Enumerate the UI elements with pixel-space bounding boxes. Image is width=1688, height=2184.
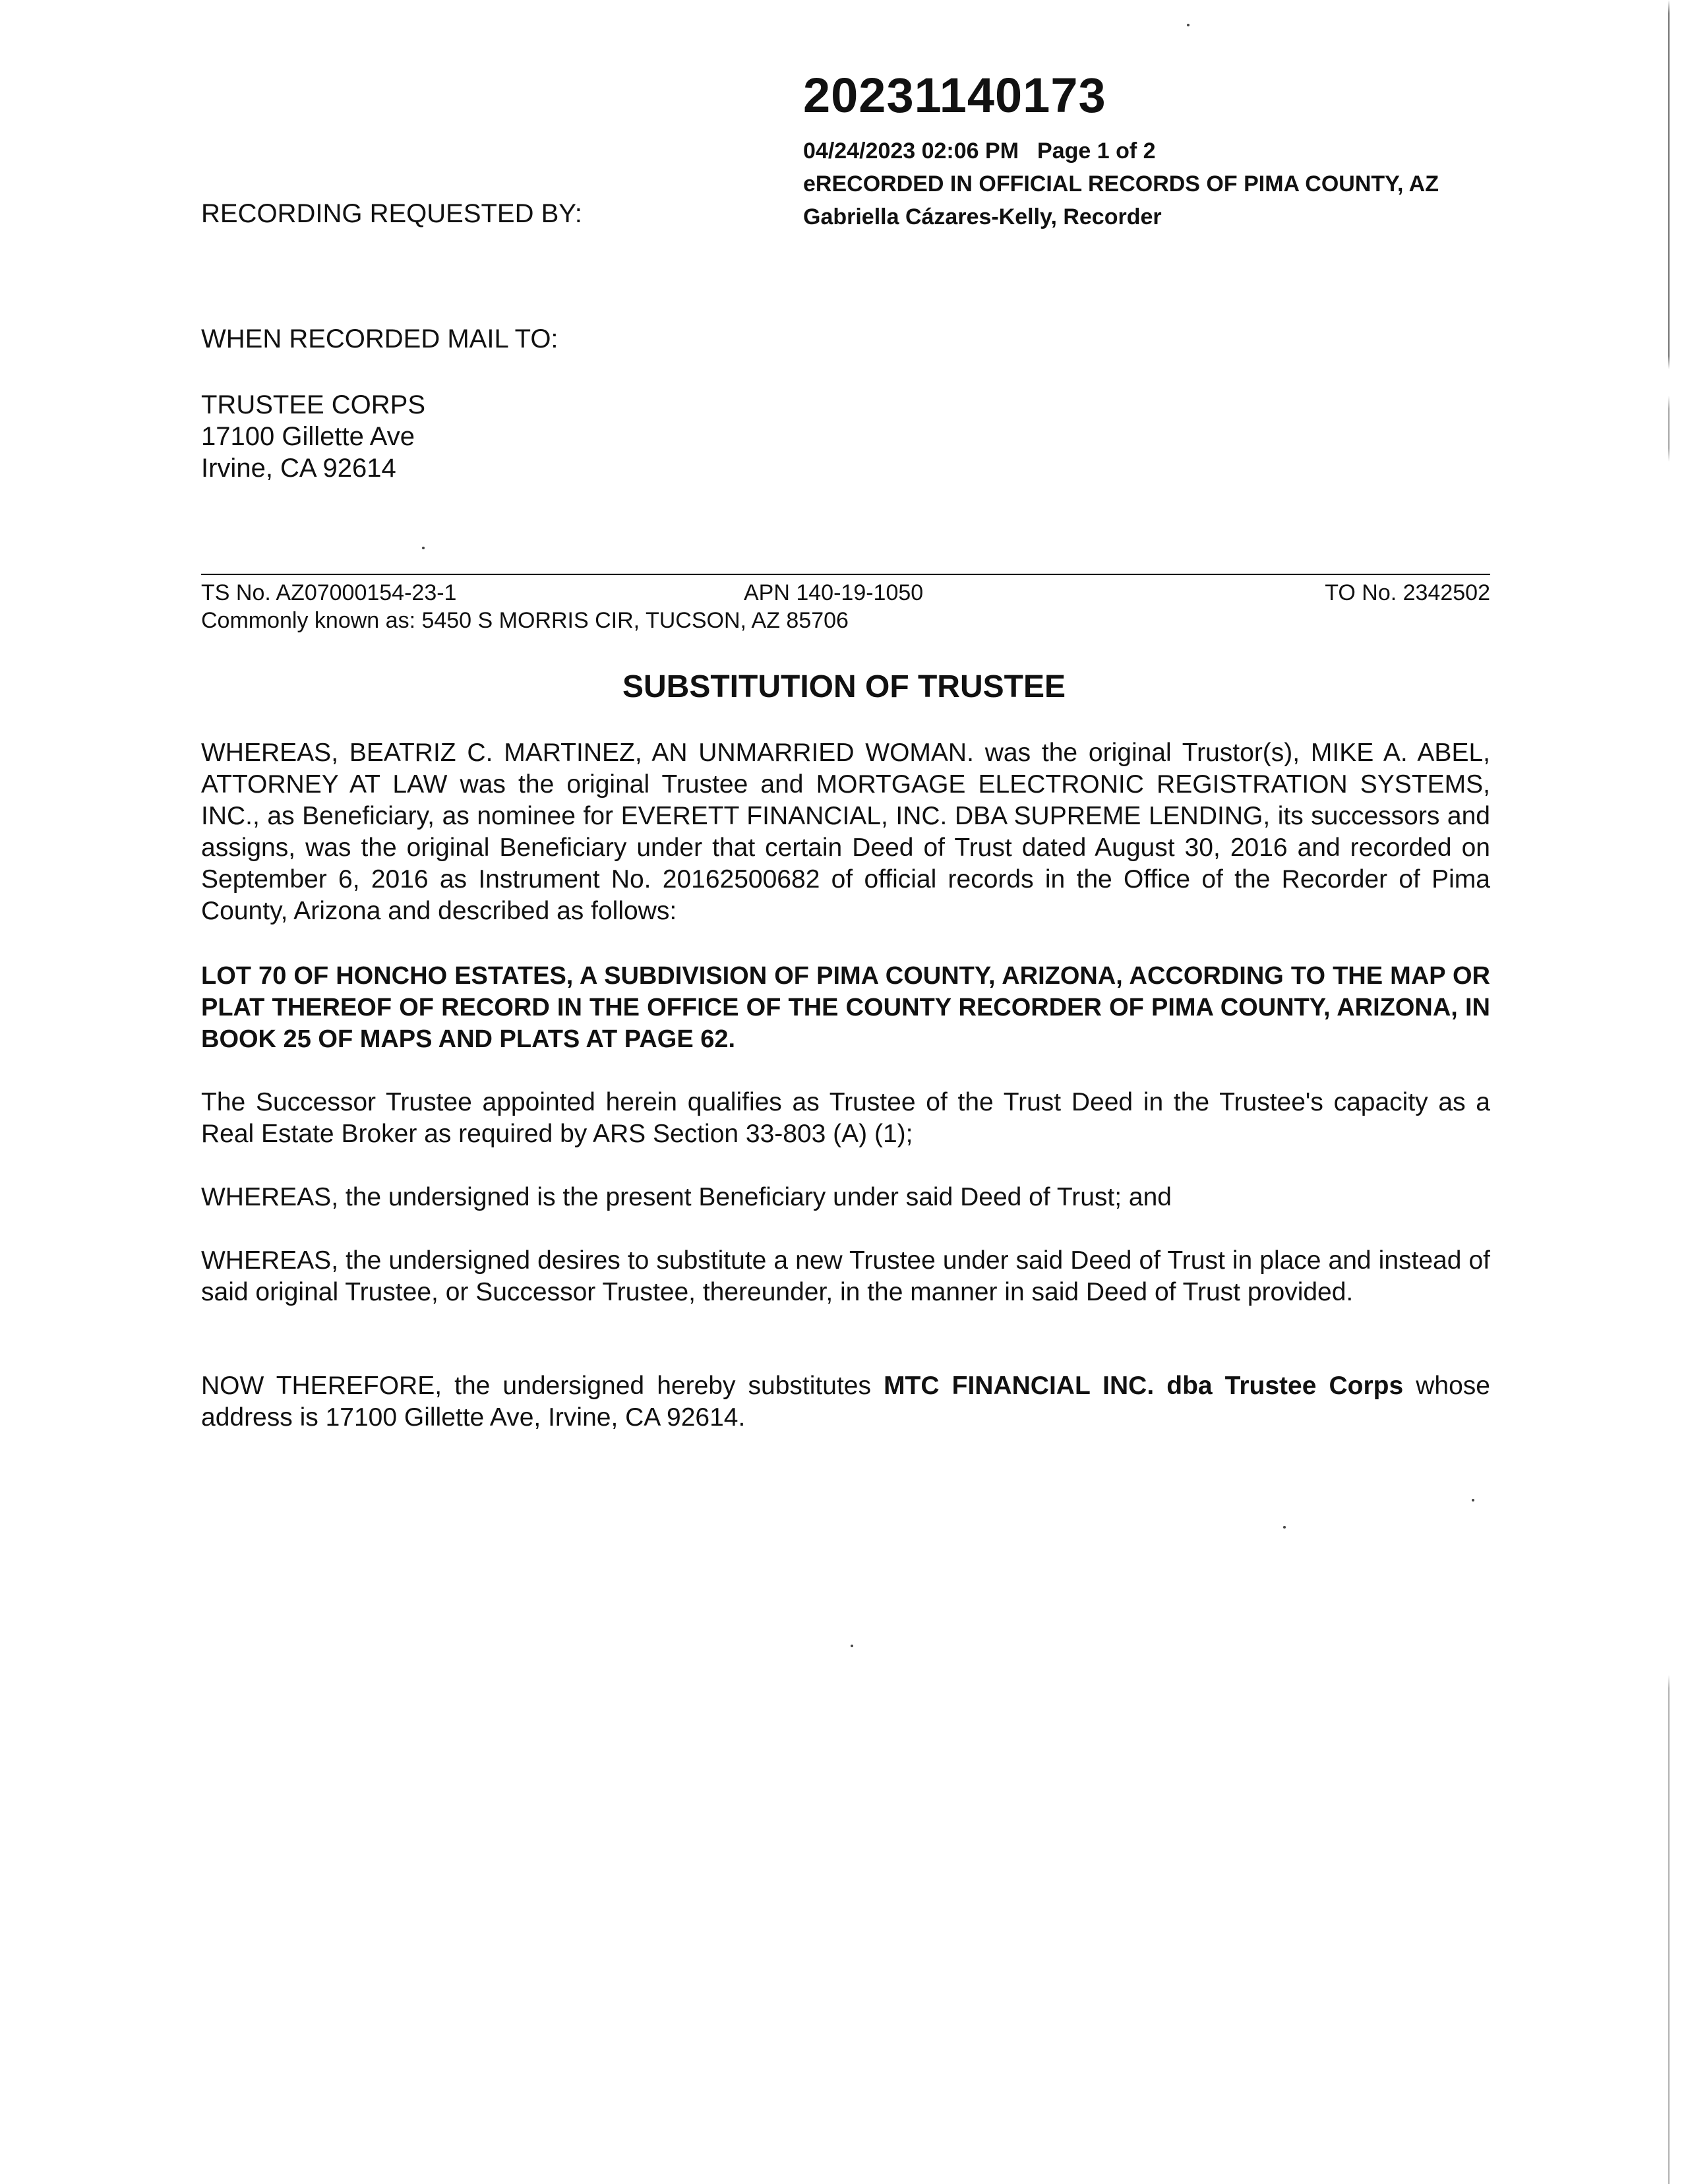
mail-to-address: [201, 389, 425, 484]
legal-description: LOT 70 OF HONCHO ESTATES, A SUBDIVISION OF PIMA COUNTY, ARIZONA, ACCORDING TO THE MAP OR PLAT THEREOF OF RECORD IN THE OFFICE OF THE COUNTY RECORDER OF PIMA COUNTY, ARIZONA, IN BOOK 25 OF MAPS AND PLATS AT PAGE 62.: [201, 962, 1490, 1053]
commonly-known-as: Commonly known as: 5450 S MORRIS CIR, TUCSON, AZ 85706: [201, 608, 849, 633]
recorder-name: Gabriella Cázares-Kelly, Recorder: [803, 204, 1162, 229]
scan-speck: [851, 1645, 853, 1647]
now-therefore-suffix: whose address is 17100 Gillette Ave, Irvine, CA 92614.: [201, 1372, 1490, 1432]
when-recorded-mail-to-label: WHEN RECORDED MAIL TO:: [201, 324, 558, 353]
scan-edge-line: [1668, 0, 1670, 2184]
mail-to-street: 17100 Gillette Ave: [201, 422, 415, 451]
scan-speck: [1187, 24, 1190, 26]
scan-speck: [422, 547, 425, 549]
scan-speck: [1283, 1526, 1286, 1529]
document-title: SUBSTITUTION OF TRUSTEE: [622, 669, 1066, 704]
reference-rule: [201, 574, 1490, 575]
mail-to-city-state-zip: Irvine, CA 92614: [201, 454, 396, 483]
document-number: 20231140173: [803, 68, 1106, 123]
paragraph-whereas-original: WHEREAS, BEATRIZ C. MARTINEZ, AN UNMARRIED WOMAN. was the original Trustor(s), MIKE A. ABEL, ATTORNEY AT LAW was the original Trustee and MORTGAGE ELECTRONIC REGISTRATION SYSTEMS, INC., as Beneficiary, as nominee for EVERETT FINANCIAL, INC. DBA SUPREME LENDING, its successors and assigns, was the original Beneficiary under that certain Deed of Trust dated August 30, 2016 and recorded on September 6, 2016 as Instrument No. 20162500682 of official records in the Office of the Recorder of Pima County, Arizona and described as follows:: [201, 739, 1490, 925]
paragraph-successor-qualifies: The Successor Trustee appointed herein qualifies as Trustee of the Trust Deed in the Trustee's capacity as a Real Estate Broker as required by ARS Section 33-803 (A) (1);: [201, 1088, 1490, 1148]
scan-speck: [1472, 1499, 1474, 1502]
to-number: TO No. 2342502: [1325, 580, 1490, 605]
recording-date-time: 04/24/2023 02:06 PM: [803, 138, 1019, 164]
ts-number: TS No. AZ07000154-23-1: [201, 580, 457, 605]
apn-number: APN 140-19-1050: [744, 580, 924, 605]
paragraph-now-therefore: [201, 1370, 1490, 1434]
now-therefore-prefix: NOW THEREFORE, the undersigned hereby substitutes: [201, 1372, 871, 1400]
paragraph-whereas-substitute: WHEREAS, the undersigned desires to substitute a new Trustee under said Deed of Trust in place and instead of said original Trustee, or Successor Trustee, thereunder, in the manner in said Deed of Trust provided.: [201, 1246, 1490, 1306]
recording-requested-by-label: RECORDING REQUESTED BY:: [201, 199, 582, 228]
substituted-trustee-name: MTC FINANCIAL INC. dba Trustee Corps: [884, 1372, 1404, 1400]
recorded-in-line: eRECORDED IN OFFICIAL RECORDS OF PIMA COUNTY, AZ: [803, 171, 1439, 197]
paragraph-whereas-beneficiary: WHEREAS, the undersigned is the present Beneficiary under said Deed of Trust; and: [201, 1183, 1172, 1211]
mail-to-name: TRUSTEE CORPS: [201, 390, 426, 419]
recording-date-line: [803, 140, 1156, 162]
page-info: Page 1 of 2: [1037, 138, 1156, 164]
